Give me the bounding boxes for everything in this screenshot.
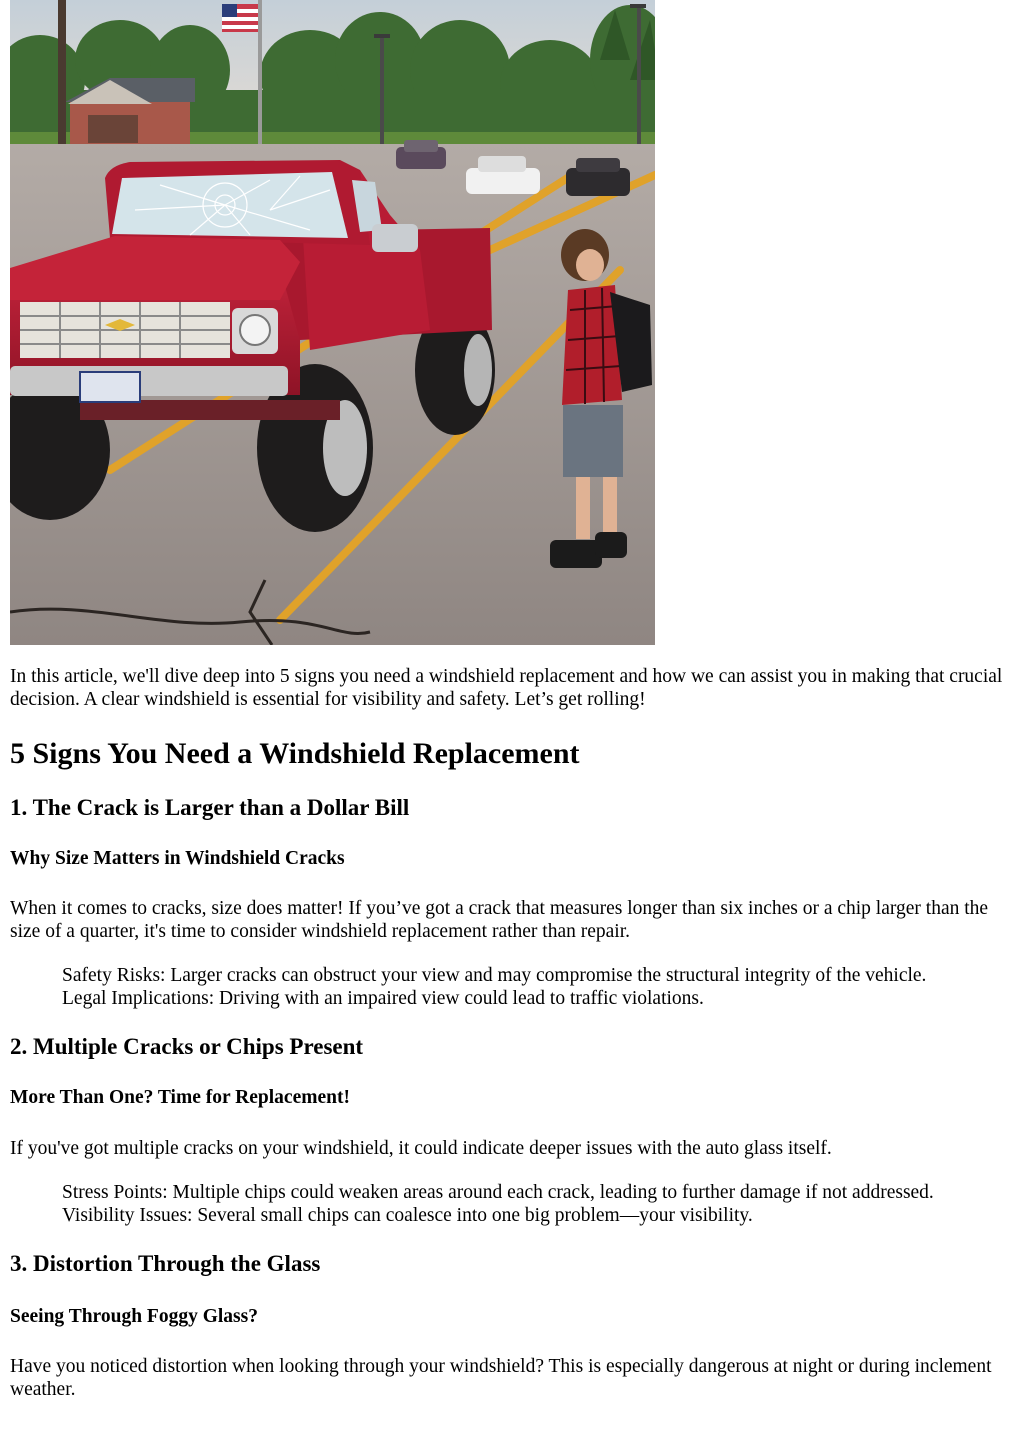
section-2-bullets	[10, 1181, 1010, 1227]
list-item: Visibility Issues: Several small chips can coalesce into one big problem—your visibility.	[62, 1205, 753, 1226]
main-title: 5 Signs You Need a Windshield Replacement	[10, 737, 580, 770]
list-item: Safety Risks: Larger cracks can obstruct your view and may compromise the structural integrity of the vehicle.	[62, 965, 927, 986]
section-2-title: 2. Multiple Cracks or Chips Present	[10, 1034, 364, 1059]
truck-illustration	[10, 0, 655, 645]
list-item: Legal Implications: Driving with an impaired view could lead to traffic violations.	[62, 988, 704, 1009]
list-item: Stress Points: Multiple chips could weaken areas around each crack, leading to further damage if not addressed.	[62, 1182, 934, 1203]
section-3-subtitle: Seeing Through Foggy Glass?	[10, 1306, 258, 1327]
section-1-title: 1. The Crack is Larger than a Dollar Bill	[10, 795, 410, 820]
flag-icon	[222, 4, 258, 32]
section-1	[10, 794, 1010, 1010]
section-3-title: 3. Distortion Through the Glass	[10, 1251, 321, 1276]
section-1-body: When it comes to cracks, size does matter! If you’ve got a crack that measures longer than six inches or a chip larger than the size of a quarter, it's time to consider windshield replacement rather than repair.	[10, 898, 989, 942]
section-2-subtitle: More Than One? Time for Replacement!	[10, 1087, 350, 1108]
intro-paragraph: In this article, we'll dive deep into 5 signs you need a windshield replacement and how we can assist you in making that crucial decision. A clear windshield is essential for visibility and safety. Let’s get rolling!	[10, 666, 1003, 710]
section-2	[10, 1033, 1010, 1227]
section-1-subtitle: Why Size Matters in Windshield Cracks	[10, 848, 345, 869]
hero-image	[10, 0, 655, 645]
section-2-body: If you've got multiple cracks on your windshield, it could indicate deeper issues with the auto glass itself.	[10, 1138, 832, 1159]
section-3-body: Have you noticed distortion when looking through your windshield? This is especially dangerous at night or during inclement weather.	[10, 1356, 992, 1400]
section-1-bullets	[10, 964, 1010, 1010]
article	[10, 0, 1010, 1401]
section-3	[10, 1250, 1010, 1401]
